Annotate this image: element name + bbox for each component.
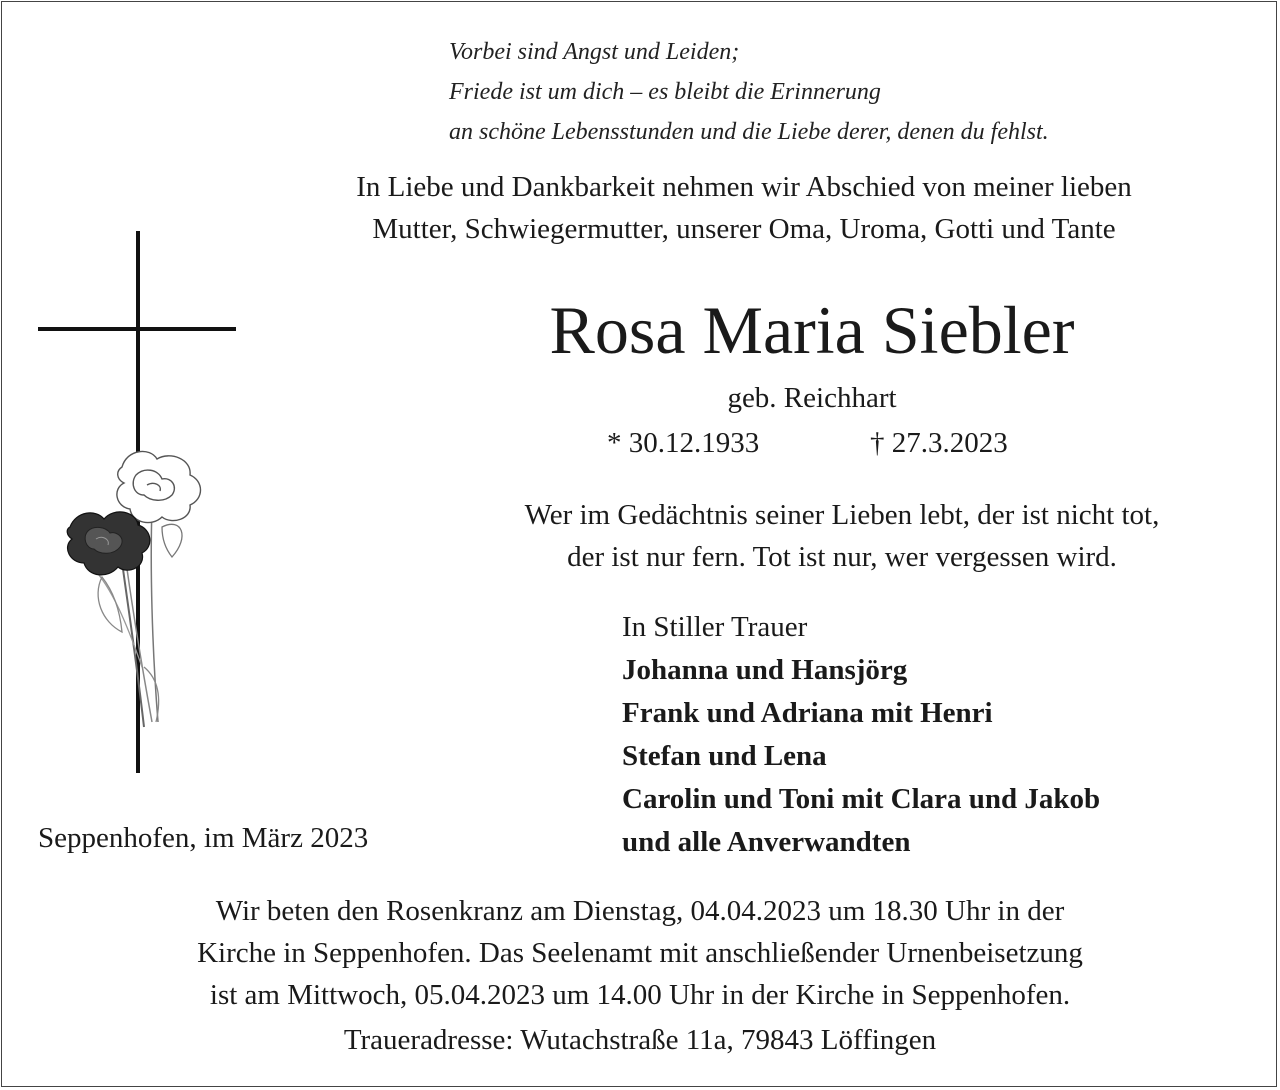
mourner-entry: und alle Anverwandten — [622, 826, 911, 858]
intro-text — [242, 166, 1246, 250]
memorial-quote — [382, 494, 1280, 578]
death-date: † 27.3.2023 — [870, 427, 1008, 459]
mourners-list — [622, 606, 1100, 864]
poem-line: Vorbei sind Angst und Leiden; — [449, 39, 740, 65]
service-line: ist am Mittwoch, 05.04.2023 um 14.00 Uhr in der Kirche in Seppenhofen. — [209, 979, 1071, 1011]
maiden-name: geb. Reichhart — [727, 382, 897, 414]
cross-with-carnations-icon — [32, 227, 252, 787]
poem — [449, 32, 1049, 152]
mourner-entry: Frank und Adriana mit Henri — [622, 697, 993, 729]
mourner-entry: Carolin und Toni mit Clara und Jakob — [622, 783, 1101, 815]
quote-line: der ist nur fern. Tot ist nur, wer vergessen wird. — [567, 541, 1117, 573]
intro-line: In Liebe und Dankbarkeit nehmen wir Abschied von meiner lieben — [356, 171, 1132, 203]
intro-line: Mutter, Schwiegermutter, unserer Oma, Uroma, Gotti und Tante — [372, 213, 1116, 245]
birth-date: * 30.12.1933 — [607, 427, 760, 459]
service-info — [2, 890, 1278, 1016]
service-line: Kirche in Seppenhofen. Das Seelenamt mit anschließender Urnenbeisetzung — [197, 937, 1083, 969]
mourners-heading: In Stiller Trauer — [622, 611, 808, 643]
obituary-card — [1, 1, 1277, 1087]
poem-line: Friede ist um dich – es bleibt die Erinnerung — [449, 79, 881, 105]
mourner-entry: Stefan und Lena — [622, 740, 827, 772]
place-date: Seppenhofen, im März 2023 — [38, 822, 369, 854]
poem-line: an schöne Lebensstunden und die Liebe derer, denen du fehlst. — [449, 119, 1049, 145]
mourning-address: Traueradresse: Wutachstraße 11a, 79843 Löffingen — [343, 1024, 937, 1056]
quote-line: Wer im Gedächtnis seiner Lieben lebt, der ist nicht tot, — [524, 499, 1160, 531]
service-line: Wir beten den Rosenkranz am Dienstag, 04.04.2023 um 18.30 Uhr in der — [215, 895, 1065, 927]
deceased-name: Rosa Maria Siebler — [549, 292, 1075, 368]
mourner-entry: Johanna und Hansjörg — [622, 654, 908, 686]
